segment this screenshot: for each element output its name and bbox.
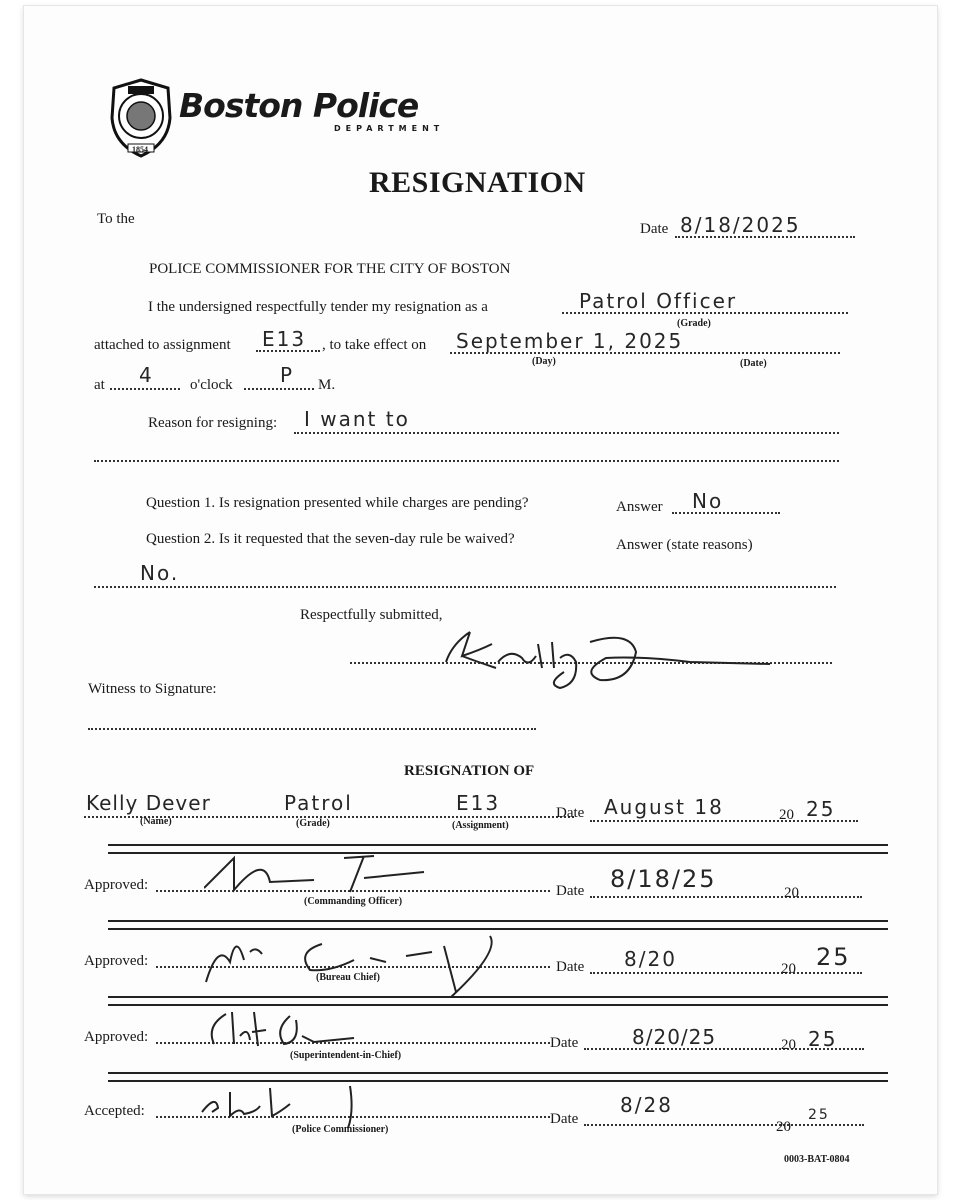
grade-value: Patrol Officer: [579, 289, 738, 313]
accepted-date-value: 8/28: [620, 1093, 673, 1117]
approval-3-year-value: 25: [808, 1027, 838, 1051]
approval-3-caption: (Superintendent-in-Chief): [290, 1050, 402, 1061]
approval-1-caption: (Commanding Officer): [304, 896, 403, 907]
approval-2-date-value: 8/20: [624, 947, 677, 971]
ro-name-caption: (Name): [140, 816, 172, 827]
date-value: 8/18/2025: [680, 213, 801, 237]
day-caption: (Day): [532, 356, 556, 367]
logo-department: DEPARTMENT: [334, 124, 445, 133]
approval-3-date-label: Date: [550, 1035, 579, 1051]
q1-answer-label: Answer: [616, 499, 663, 515]
page-title: RESIGNATION: [369, 166, 586, 199]
accepted-year-value: 25: [808, 1107, 830, 1123]
question-2: Question 2. Is it requested that the seven-day rule be waived?: [146, 531, 515, 547]
witness-label: Witness to Signature:: [88, 681, 217, 697]
approval-3-year-prefix: 20: [781, 1037, 796, 1053]
addressee: POLICE COMMISSIONER FOR THE CITY OF BOSTON: [149, 261, 511, 277]
superintendent-signature: [204, 1006, 384, 1055]
effect-date-value: September 1, 2025: [456, 329, 684, 353]
resignation-of-heading: RESIGNATION OF: [404, 763, 535, 779]
accepted-label: Accepted:: [84, 1103, 145, 1119]
logo-wordmark: Boston Police: [179, 86, 419, 125]
approval-2-year-value: 25: [816, 943, 851, 971]
accepted-year-prefix: 20: [776, 1119, 791, 1135]
ro-grade-caption: (Grade): [296, 818, 330, 829]
applicant-signature: [440, 622, 770, 697]
reason-value: I want to: [304, 407, 410, 431]
date-caption: (Date): [740, 358, 767, 369]
attached-text: attached to assignment: [94, 337, 231, 353]
effect-text: , to take effect on: [322, 337, 427, 353]
at-text: at: [94, 377, 105, 393]
badge-year: 1854: [132, 145, 148, 154]
bureau-chief-signature: [200, 922, 520, 1003]
resignation-form-page: [24, 6, 937, 1194]
ro-name-value: Kelly Dever: [86, 791, 211, 815]
q2-answer-value: No.: [140, 561, 180, 585]
ampm-value: P: [280, 363, 295, 387]
approval-1-date-label: Date: [556, 883, 585, 899]
oclock-text: o'clock: [190, 377, 233, 393]
ro-year-value: 25: [806, 797, 836, 821]
form-code: 0003-BAT-0804: [784, 1154, 850, 1165]
approval-2-label: Approved:: [84, 953, 149, 969]
ro-year-prefix: 20: [779, 807, 794, 823]
question-1: Question 1. Is resignation presented while charges are pending?: [146, 495, 529, 511]
ro-grade-value: Patrol: [284, 791, 353, 815]
approval-3-date-value: 8/20/25: [632, 1025, 717, 1049]
q1-answer-value: No: [692, 489, 724, 513]
ro-assignment-caption: (Assignment): [452, 820, 509, 831]
approval-3-label: Approved:: [84, 1029, 149, 1045]
m-text: M.: [318, 377, 336, 393]
ro-assignment-value: E13: [456, 791, 501, 815]
respectfully-submitted: Respectfully submitted,: [300, 607, 443, 623]
q2-answer-label: Answer (state reasons): [616, 537, 753, 553]
approval-2-year-prefix: 20: [781, 961, 796, 977]
accepted-caption: (Police Commissioner): [292, 1124, 389, 1135]
date-label: Date: [640, 221, 669, 237]
tender-text: I the undersigned respectfully tender my resignation as a: [148, 299, 488, 315]
assignment-value: E13: [262, 327, 307, 351]
ro-date-label: Date: [556, 805, 585, 821]
ro-date-value: August 18: [604, 795, 724, 819]
approval-1-date-value: 8/18/25: [610, 865, 717, 893]
to-the-label: To the: [97, 211, 135, 227]
grade-caption: (Grade): [677, 318, 711, 329]
approval-2-date-label: Date: [556, 959, 585, 975]
approval-1-label: Approved:: [84, 877, 149, 893]
hour-value: 4: [139, 363, 154, 387]
approval-1-year-prefix: 20: [784, 885, 799, 901]
reason-label: Reason for resigning:: [148, 415, 278, 431]
approval-2-caption: (Bureau Chief): [316, 972, 380, 983]
accepted-date-label: Date: [550, 1111, 579, 1127]
